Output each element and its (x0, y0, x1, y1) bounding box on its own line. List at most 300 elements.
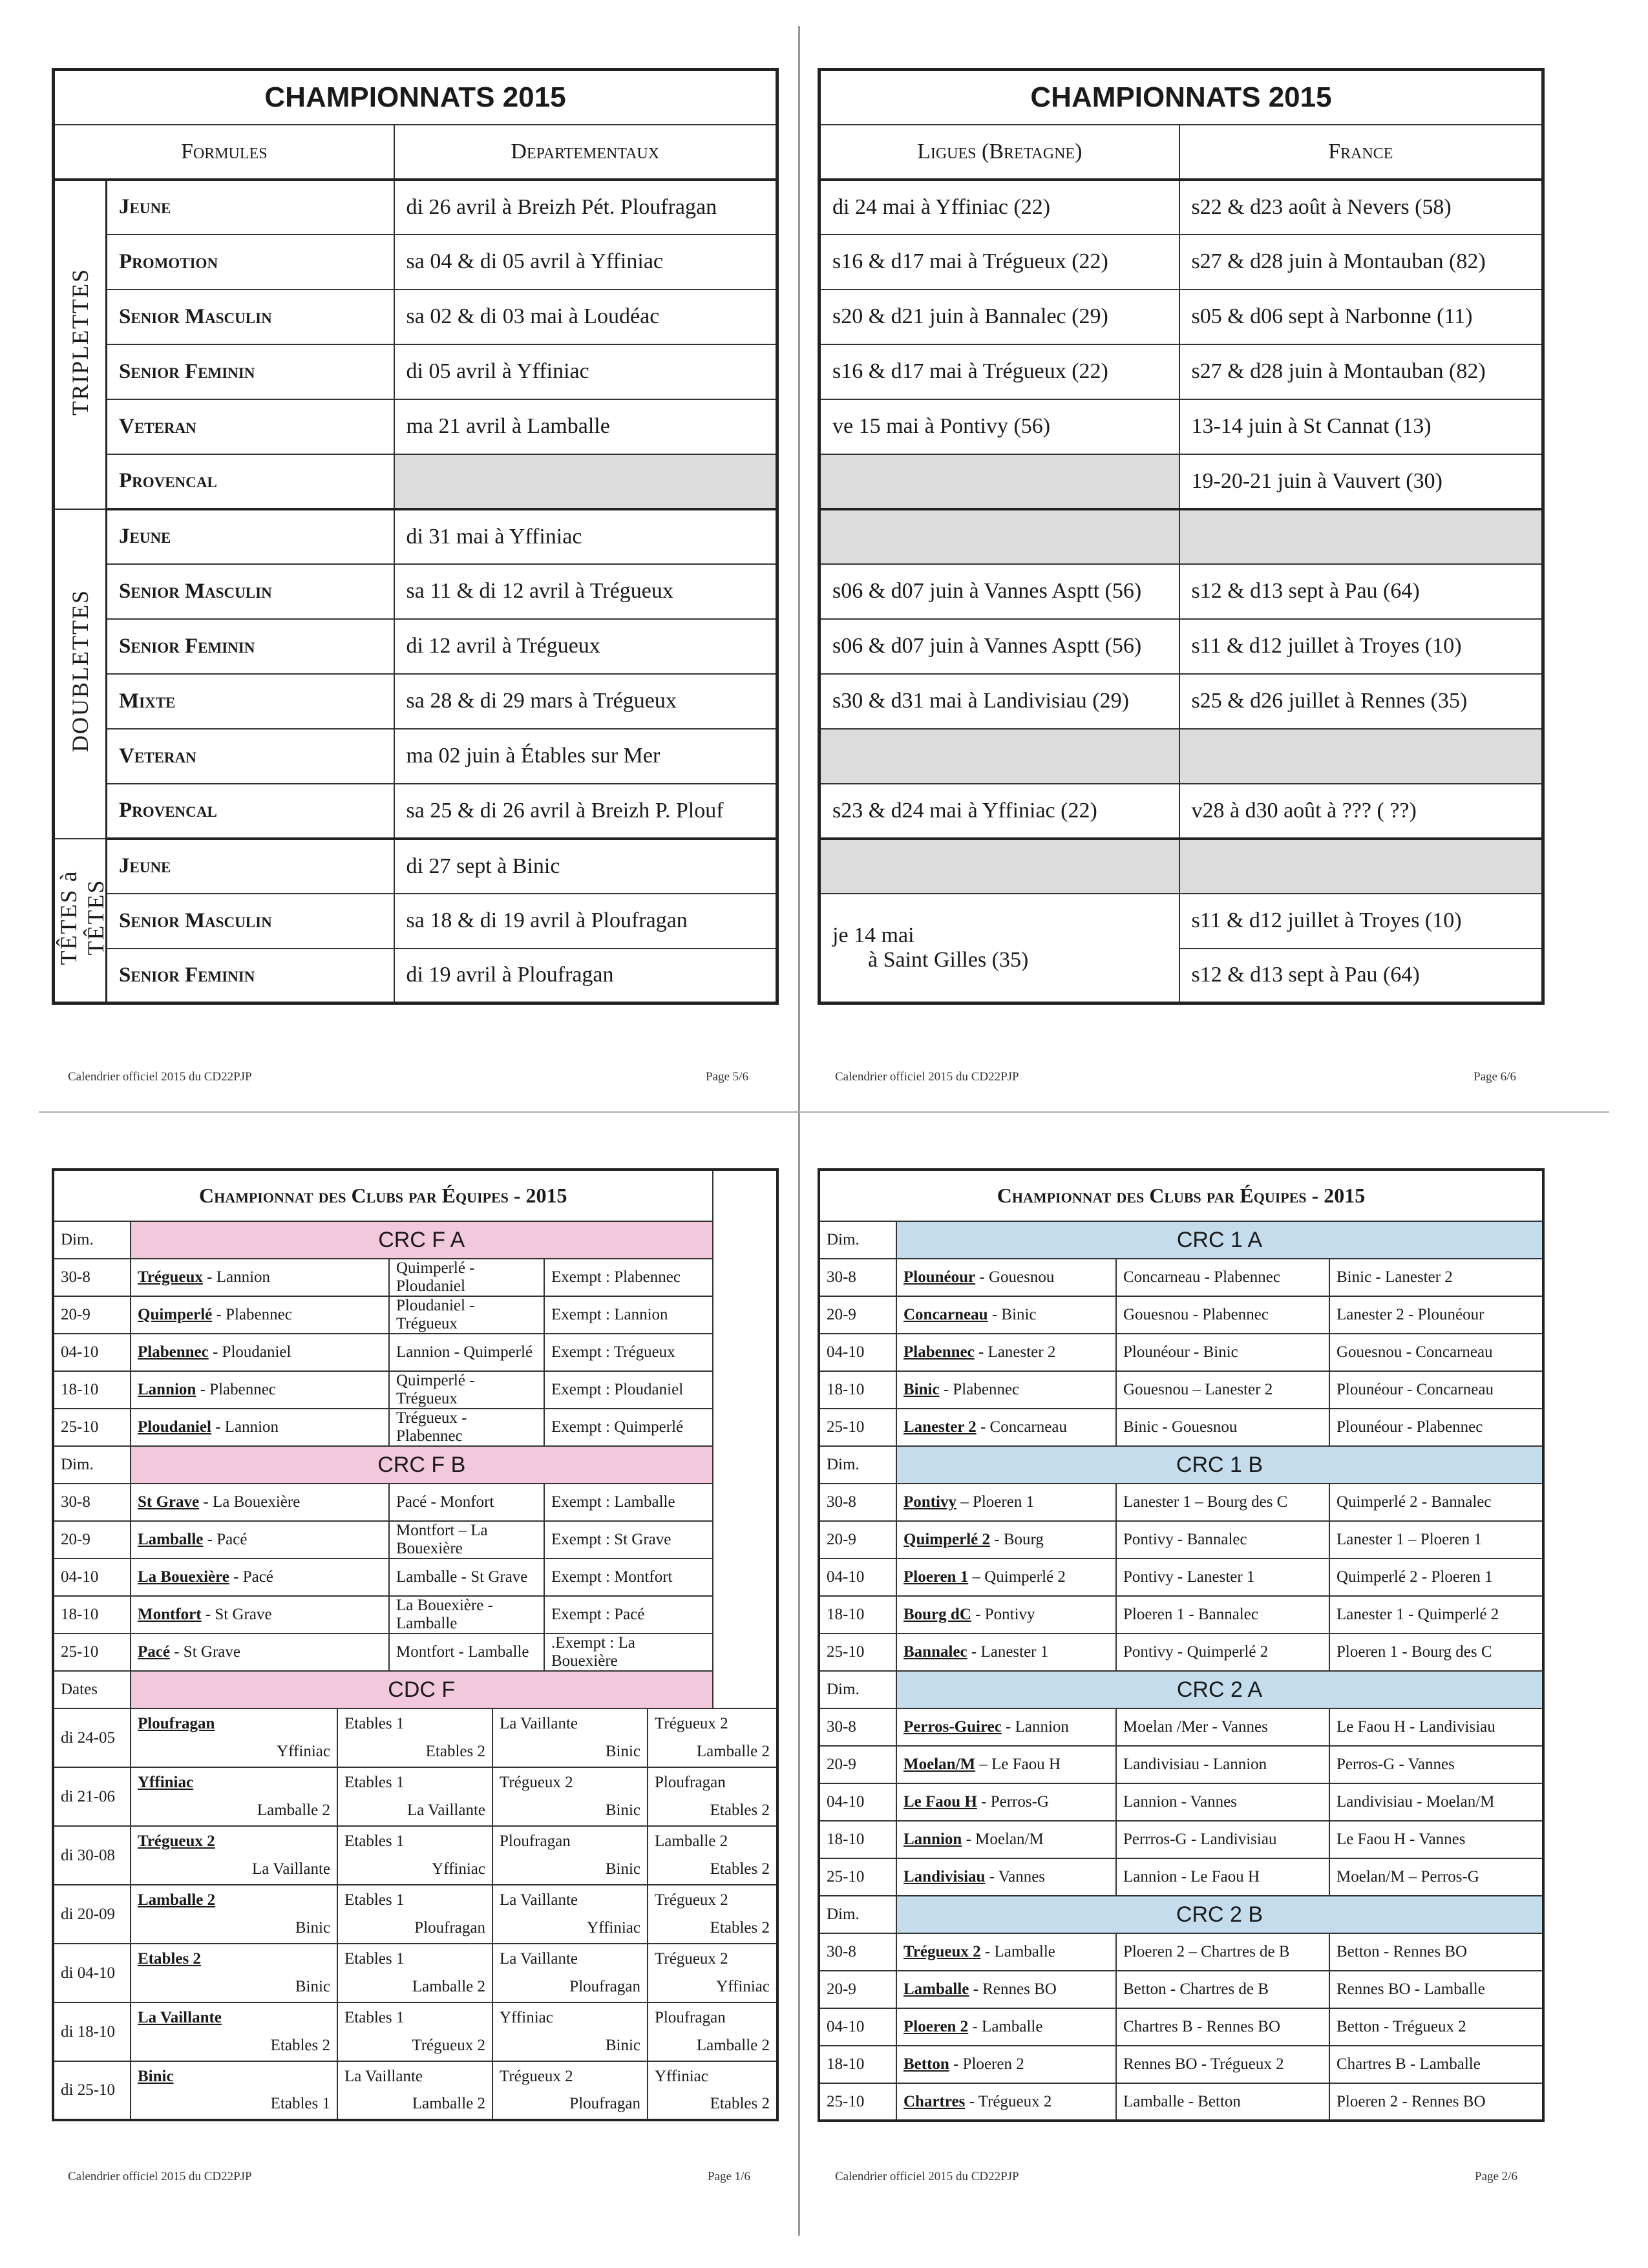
section-name: CDC F (131, 1671, 713, 1708)
france-date-cell: s05 & d06 sept à Narbonne (11) (1179, 289, 1543, 344)
home-team: Lamballe 2 (138, 1891, 216, 1909)
table-row (819, 1371, 1543, 1409)
away-team: Etables 2 (710, 1860, 770, 1878)
away-team: Binic (605, 2036, 640, 2054)
home-team: Plounéour (903, 1268, 976, 1286)
formule-cell: Provencal (107, 454, 394, 509)
match-3-cell: Plounéour - Concarneau (1329, 1371, 1543, 1409)
home-team: Etables 2 (138, 1950, 201, 1968)
formule-cell: Jeune (107, 839, 394, 894)
away-team: – Ploeren 1 (960, 1493, 1035, 1511)
table-row (819, 1521, 1543, 1559)
formule-cell: Senior Masculin (107, 564, 394, 619)
cdc-match-cell (337, 1944, 492, 2002)
match-3-cell: Le Faou H - Vannes (1329, 1821, 1543, 1858)
match-2-cell: Montfort – La Bouexière (389, 1521, 544, 1559)
cdc-match (500, 2003, 640, 2061)
cdc-match-cell (492, 1885, 648, 1944)
date-cell: di 30-08 (53, 1826, 131, 1885)
match-3-cell: Gouesnou - Concarneau (1329, 1334, 1543, 1371)
group-label (54, 509, 107, 839)
footer-left: Calendrier officiel 2015 du CD22PJP (835, 2170, 1019, 2183)
table-row (819, 454, 1543, 509)
page-title: CHAMPIONNATS 2015 (54, 70, 777, 125)
table-row (53, 1521, 777, 1559)
table-row (54, 289, 777, 344)
date-cell: di 18-10 (53, 2002, 131, 2061)
date-cell: 20-9 (819, 1746, 896, 1783)
group-label (54, 839, 107, 1003)
match-3-cell: Quimperlé 2 - Ploeren 1 (1329, 1559, 1543, 1596)
match-3-cell: Betton - Trégueux 2 (1329, 2008, 1543, 2046)
ligue-date-cell: s06 & d07 juin à Vannes Asptt (56) (819, 564, 1179, 619)
table-row (54, 344, 777, 399)
date-cell: 25-10 (53, 1409, 131, 1446)
table-row (819, 2008, 1543, 2046)
page-fold-vertical (798, 26, 800, 2236)
cdc-match (138, 2003, 330, 2061)
date-cell: 20-9 (53, 1296, 131, 1334)
match-2-cell: Quimperlé - Ploudaniel (389, 1259, 544, 1296)
section-name: CRC 2 A (896, 1671, 1543, 1708)
france-date-cell: s25 & d26 juillet à Rennes (35) (1179, 674, 1543, 729)
table-row (819, 1559, 1543, 1596)
table-row (53, 1296, 777, 1334)
match-2-cell: Ploeren 1 - Bannalec (1116, 1596, 1329, 1633)
match-1-cell (896, 1783, 1116, 1821)
table-row (53, 1484, 777, 1521)
departemental-date-cell: di 26 avril à Breizh Pét. Ploufragan (394, 180, 777, 235)
cdc-match (655, 1885, 770, 1943)
cdc-match (138, 2062, 330, 2119)
match-3-cell: Betton - Rennes BO (1329, 1933, 1543, 1971)
date-cell: 18-10 (53, 1596, 131, 1633)
cdc-match (655, 1709, 770, 1767)
formule-cell: Senior Feminin (107, 344, 394, 399)
away-team: - Plabennec (216, 1306, 292, 1323)
date-cell: 25-10 (819, 1858, 896, 1896)
home-team: Moelan/M (903, 1756, 976, 1773)
ligue-date-cell: di 24 mai à Yffiniac (22) (819, 180, 1179, 235)
away-team: Binic (605, 1801, 640, 1819)
table-row (54, 674, 777, 729)
date-cell: 04-10 (53, 1559, 131, 1596)
ligue-date-cell: s16 & d17 mai à Trégueux (22) (819, 235, 1179, 289)
match-2-cell: Plounéour - Binic (1116, 1334, 1329, 1371)
away-team: La Vaillante (251, 1860, 330, 1878)
cdc-match-cell (131, 1708, 337, 1767)
away-team: - Pacé (207, 1531, 248, 1548)
home-team: Trégueux 2 (655, 1715, 728, 1733)
home-team: Perros-Guirec (903, 1718, 1002, 1736)
home-team: La Vaillante (500, 1715, 578, 1733)
home-team: La Vaillante (138, 2009, 222, 2027)
home-team: Lamballe (138, 1531, 204, 1548)
home-team: Quimperlé 2 (903, 1531, 991, 1548)
away-team: Yffiniac (587, 1918, 640, 1937)
date-cell: di 25-10 (53, 2061, 131, 2120)
table-row (54, 180, 777, 235)
match-2-cell: Pontivy - Quimperlé 2 (1116, 1633, 1329, 1671)
france-date-cell: s11 & d12 juillet à Troyes (10) (1179, 619, 1543, 674)
cdc-match-cell (648, 2061, 777, 2120)
departemental-date-cell: di 12 avril à Trégueux (394, 619, 777, 674)
away-team: Binic (295, 1918, 330, 1937)
table-row (53, 1826, 777, 1885)
table-row (53, 1334, 777, 1371)
cdc-match (344, 2062, 485, 2119)
ligue-date-cell: s16 & d17 mai à Trégueux (22) (819, 344, 1179, 399)
cdc-match-cell (131, 2002, 337, 2061)
table-row (54, 399, 777, 454)
page-title: CHAMPIONNATS 2015 (819, 70, 1543, 125)
table-row (53, 1633, 777, 1671)
match-2-cell: Lamballe - Betton (1116, 2083, 1329, 2121)
match-1-cell (896, 1821, 1116, 1858)
group-label-text: TÊTES à TÊTES (56, 870, 109, 965)
dim-header: Dim. (819, 1446, 896, 1484)
departemental-date-cell: sa 02 & di 03 mai à Loudéac (394, 289, 777, 344)
home-team: Ploeren 1 (903, 1568, 969, 1586)
away-team: - Ploeren 2 (953, 2055, 1024, 2073)
france-date-cell: s27 & d28 juin à Montauban (82) (1179, 235, 1543, 289)
table-row (819, 1334, 1543, 1371)
table-row (53, 1371, 777, 1409)
home-team: Yffiniac (500, 2009, 553, 2027)
match-2-cell: Quimperlé - Trégueux (389, 1371, 544, 1409)
ligue-date-cell: ve 15 mai à Pontivy (56) (819, 399, 1179, 454)
dim-header: Dim. (819, 1221, 896, 1259)
match-3-cell: Ploeren 1 - Bourg des C (1329, 1633, 1543, 1671)
section-header-row (819, 1446, 1543, 1484)
dim-header: Dim. (53, 1221, 131, 1259)
match-2-cell: Perrros-G - Landivisiau (1116, 1821, 1329, 1858)
table-row (819, 1708, 1543, 1746)
departemental-date-cell: di 27 sept à Binic (394, 839, 777, 894)
away-team: - Binic (991, 1306, 1037, 1323)
table-row (819, 2083, 1543, 2121)
table-row (819, 784, 1543, 839)
home-team: Trégueux 2 (655, 1891, 728, 1909)
cdc-match-cell (131, 1944, 337, 2002)
exempt-cell: Exempt : Montfort (544, 1559, 713, 1596)
date-cell: 30-8 (819, 1259, 896, 1296)
match-2-cell: Lannion - Quimperlé (389, 1334, 544, 1371)
group-label (54, 180, 107, 509)
table-row (819, 1783, 1543, 1821)
home-team: La Vaillante (500, 1950, 578, 1968)
cdc-match-cell (492, 1944, 648, 2002)
table-row (54, 619, 777, 674)
france-date-cell: v28 à d30 août à ??? ( ??) (1179, 784, 1543, 839)
date-cell: di 24-05 (53, 1708, 131, 1767)
match-1-cell (896, 1409, 1116, 1446)
date-cell: 18-10 (53, 1371, 131, 1409)
match-2-cell: Lanester 1 – Bourg des C (1116, 1484, 1329, 1521)
home-team: Lamballe 2 (655, 1832, 728, 1851)
table-row (819, 509, 1543, 564)
table-row (54, 454, 777, 509)
match-1-cell (896, 1858, 1116, 1896)
match-1-cell (896, 1296, 1116, 1334)
away-team: La Vaillante (407, 1801, 485, 1819)
table-row (54, 839, 777, 894)
cdc-match (655, 1768, 770, 1825)
france-date-cell: s22 & d23 août à Nevers (58) (1179, 180, 1543, 235)
away-team: Binic (605, 1860, 640, 1878)
home-team: Pacé (138, 1643, 170, 1661)
group-label-text: DOUBLETTES (67, 589, 93, 752)
date-cell: 30-8 (53, 1259, 131, 1296)
match-2-cell: Binic - Gouesnou (1116, 1409, 1329, 1446)
match-1-cell (896, 1933, 1116, 1971)
home-team: Pontivy (903, 1493, 956, 1511)
cdc-match (344, 1768, 485, 1825)
table-row (819, 235, 1543, 289)
away-team: Etables 2 (710, 1801, 770, 1819)
match-2-cell: Lannion - Vannes (1116, 1783, 1329, 1821)
away-team: Etables 2 (270, 2036, 330, 2054)
france-date-cell: s11 & d12 juillet à Troyes (10) (1179, 894, 1543, 949)
cdc-match-cell (648, 1767, 777, 1826)
table-row (54, 564, 777, 619)
cdc-match (344, 1885, 485, 1943)
ligue-date-cell: s23 & d24 mai à Yffiniac (22) (819, 784, 1179, 839)
home-team: Lannion (903, 1831, 962, 1848)
championnat-clubs-masculin-panel (818, 1168, 1545, 2122)
away-team: - Vannes (989, 1868, 1046, 1885)
cdc-match-cell (131, 2061, 337, 2120)
table-row (819, 344, 1543, 399)
table-row (53, 1708, 777, 1767)
match-3-cell: Lanester 1 - Quimperlé 2 (1329, 1596, 1543, 1633)
ligue-tat-line2: à Saint Gilles (35) (868, 947, 1029, 972)
home-team: Trégueux 2 (138, 1832, 215, 1851)
home-team: Ploufragan (655, 1774, 726, 1792)
cdc-match-cell (337, 1826, 492, 1885)
table-row (54, 894, 777, 949)
section-header-row (53, 1221, 777, 1259)
home-team: Trégueux 2 (903, 1943, 981, 1960)
match-1-cell (896, 1371, 1116, 1409)
away-team: Etables 2 (710, 2095, 770, 2112)
table-row (819, 1596, 1543, 1633)
away-team: Lamballe 2 (696, 1742, 770, 1760)
cdc-match (138, 1885, 330, 1943)
match-1-cell (896, 1746, 1116, 1783)
match-3-cell: Lanester 2 - Plounéour (1329, 1296, 1543, 1334)
table-row (54, 949, 777, 1003)
away-team: Etables 2 (710, 1918, 770, 1937)
cdc-match (344, 1709, 485, 1767)
exempt-cell: Exempt : St Grave (544, 1521, 713, 1559)
home-team: Lannion (138, 1381, 196, 1398)
match-2-cell: Chartres B - Rennes BO (1116, 2008, 1329, 2046)
cdc-match (344, 2003, 485, 2061)
match-1-cell (896, 1334, 1116, 1371)
away-team: – Quimperlé 2 (972, 1568, 1066, 1586)
match-3-cell: Perros-G - Vannes (1329, 1746, 1543, 1783)
away-team: Trégueux 2 (412, 2036, 485, 2054)
table-row (53, 2002, 777, 2061)
table-row (819, 1259, 1543, 1296)
match-1-cell (896, 1484, 1116, 1521)
departemental-date-cell: ma 02 juin à Étables sur Mer (394, 729, 777, 784)
cdc-match-cell (337, 2061, 492, 2120)
page-fold-horizontal (39, 1111, 1609, 1113)
cdc-match-cell (131, 1885, 337, 1944)
france-date-cell: 13-14 juin à St Cannat (13) (1179, 399, 1543, 454)
away-team: Etables 2 (425, 1742, 485, 1760)
home-team: Yffiniac (138, 1774, 194, 1792)
ligue-date-cell (819, 454, 1179, 509)
match-1-cell (896, 2046, 1116, 2083)
exempt-cell: Exempt : Lannion (544, 1296, 713, 1334)
match-1-cell (131, 1521, 389, 1559)
home-team: Bannalec (903, 1643, 967, 1661)
away-team: - St Grave (174, 1643, 240, 1661)
header-france: France (1179, 125, 1543, 180)
cdc-match-cell (648, 1708, 777, 1767)
home-team: Betton (903, 2055, 949, 2073)
date-cell: 25-10 (819, 1633, 896, 1671)
away-team: - Plabennec (943, 1381, 1020, 1398)
match-1-cell (131, 1633, 389, 1671)
away-team: - Lamballe (972, 2018, 1043, 2035)
match-2-cell: Gouesnou - Plabennec (1116, 1296, 1329, 1334)
exempt-cell: Exempt : Quimperlé (544, 1409, 713, 1446)
exempt-cell: Exempt : Plabennec (544, 1259, 713, 1296)
departemental-date-cell: di 19 avril à Ploufragan (394, 949, 777, 1003)
date-cell: 18-10 (819, 1821, 896, 1858)
match-2-cell: Pontivy - Bannalec (1116, 1521, 1329, 1559)
championnat-clubs-feminin-panel (52, 1168, 779, 2121)
header-formules: Formules (54, 125, 394, 180)
away-team: - La Bouexière (203, 1493, 301, 1511)
date-cell: di 04-10 (53, 1944, 131, 2002)
section-name: CRC 2 B (896, 1896, 1543, 1933)
table-row (819, 674, 1543, 729)
home-team: Lanester 2 (903, 1418, 977, 1436)
match-2-cell: Pacé - Monfort (389, 1484, 544, 1521)
date-cell: 20-9 (53, 1521, 131, 1559)
away-team: Yffiniac (716, 1977, 770, 1995)
match-2-cell: Ploudaniel - Trégueux (389, 1296, 544, 1334)
date-cell: 18-10 (819, 2046, 896, 2083)
cdc-match (138, 1827, 330, 1884)
france-date-cell (1179, 839, 1543, 894)
france-date-cell: s12 & d13 sept à Pau (64) (1179, 949, 1543, 1003)
cdc-match-cell (492, 1826, 648, 1885)
match-1-cell (131, 1296, 389, 1334)
exempt-cell: Exempt : Pacé (544, 1596, 713, 1633)
exempt-cell: Exempt : Trégueux (544, 1334, 713, 1371)
table-row (819, 1971, 1543, 2008)
formule-cell: Senior Masculin (107, 289, 394, 344)
home-team: Ploufragan (500, 1832, 571, 1851)
ligue-tete-a-tete-cell (819, 894, 1179, 1003)
cdc-match (138, 1768, 330, 1825)
home-team: Yffiniac (655, 2068, 708, 2085)
cdc-match (500, 1827, 640, 1884)
away-team: Lamballe 2 (696, 2036, 770, 2054)
table-row (819, 1409, 1543, 1446)
departemental-date-cell: di 05 avril à Yffiniac (394, 344, 777, 399)
table-row (819, 289, 1543, 344)
away-team: - Lanester 2 (978, 1343, 1056, 1361)
home-team: Etables 1 (344, 2009, 405, 2027)
home-team: Trégueux 2 (655, 1950, 728, 1968)
match-1-cell (896, 1521, 1116, 1559)
away-team: Binic (295, 1977, 330, 1995)
formule-cell: Jeune (107, 509, 394, 564)
away-team: - Pacé (233, 1568, 273, 1586)
cdc-match-cell (337, 2002, 492, 2061)
away-team: - Lannion (207, 1268, 271, 1286)
match-3-cell: Binic - Lanester 2 (1329, 1259, 1543, 1296)
table-row (819, 180, 1543, 235)
departemental-date-cell: sa 28 & di 29 mars à Trégueux (394, 674, 777, 729)
exempt-cell: Exempt : Lamballe (544, 1484, 713, 1521)
date-cell: 20-9 (819, 1971, 896, 2008)
table-row (54, 784, 777, 839)
formule-cell: Jeune (107, 180, 394, 235)
cdc-match (655, 2003, 770, 2061)
table-row (819, 1296, 1543, 1334)
france-date-cell (1179, 729, 1543, 784)
championnats-departementaux-table (52, 68, 779, 1005)
match-1-cell (896, 1971, 1116, 2008)
match-2-cell: Gouesnou – Lanester 2 (1116, 1371, 1329, 1409)
match-3-cell: Chartres B - Lamballe (1329, 2046, 1543, 2083)
home-team: Plabennec (903, 1343, 975, 1361)
table-row (54, 509, 777, 564)
home-team: Ploeren 2 (903, 2018, 969, 2035)
championnats-ligues-france-panel (818, 68, 1545, 1005)
home-team: Ploufragan (655, 2009, 726, 2027)
cdc-match (500, 2062, 640, 2119)
away-team: - Lanester 1 (971, 1643, 1049, 1661)
dim-header: Dim. (819, 1896, 896, 1933)
departemental-date-cell: sa 04 & di 05 avril à Yffiniac (394, 235, 777, 289)
cdc-match-cell (337, 1767, 492, 1826)
match-2-cell: Concarneau - Plabennec (1116, 1259, 1329, 1296)
home-team: La Vaillante (344, 2068, 423, 2085)
away-team: - Pontivy (975, 1606, 1035, 1623)
france-date-cell (1179, 509, 1543, 564)
cdc-match-cell (648, 2002, 777, 2061)
home-team: Trégueux 2 (500, 1774, 573, 1792)
championnat-clubs-feminin-table (52, 1168, 779, 2121)
home-team: Landivisiau (903, 1868, 986, 1885)
match-1-cell (896, 1708, 1116, 1746)
away-team: Lamballe 2 (412, 1977, 485, 1995)
ligue-date-cell: s30 & d31 mai à Landivisiau (29) (819, 674, 1179, 729)
cdc-match-cell (131, 1767, 337, 1826)
cdc-match-cell (648, 1826, 777, 1885)
date-cell: 04-10 (819, 1559, 896, 1596)
away-team: Yffiniac (432, 1860, 485, 1878)
formule-cell: Promotion (107, 235, 394, 289)
home-team: Ploufragan (138, 1715, 215, 1733)
match-1-cell (131, 1596, 389, 1633)
match-2-cell: Rennes BO - Trégueux 2 (1116, 2046, 1329, 2083)
section-name: CRC 1 B (896, 1446, 1543, 1484)
match-2-cell: La Bouexière - Lamballe (389, 1596, 544, 1633)
formule-cell: Senior Masculin (107, 894, 394, 949)
date-cell: 04-10 (819, 2008, 896, 2046)
table-row (819, 619, 1543, 674)
